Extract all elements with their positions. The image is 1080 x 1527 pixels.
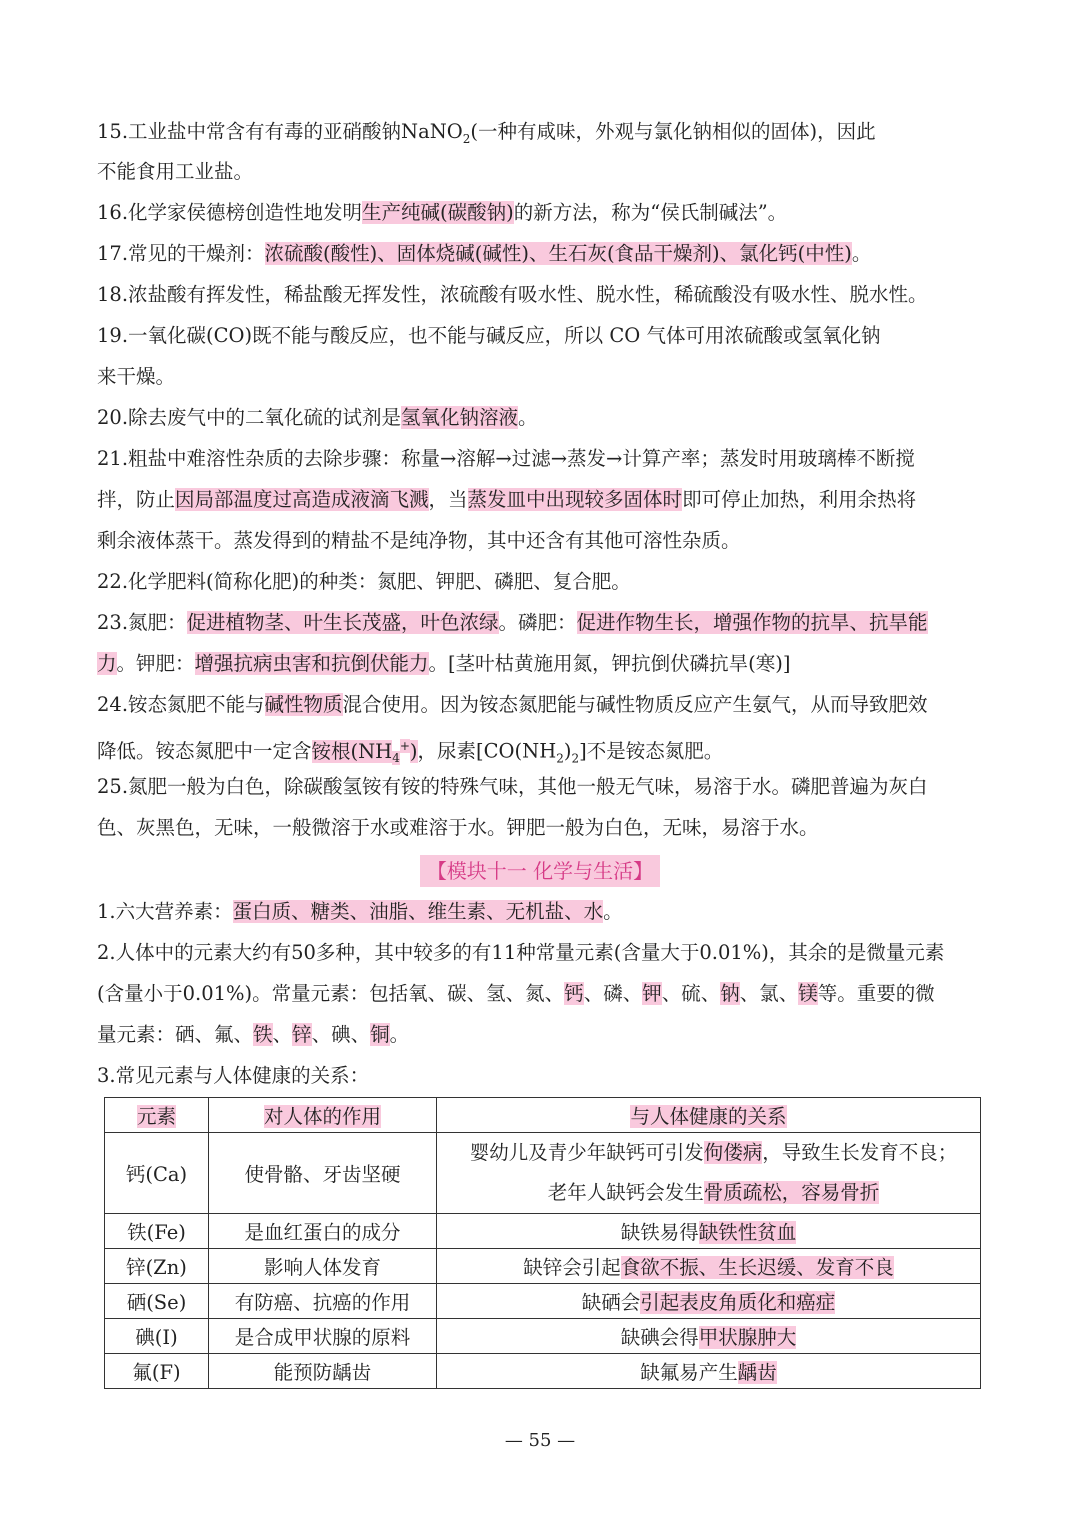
element-health-table bbox=[104, 1097, 981, 1389]
highlighted-text: 4 bbox=[392, 751, 400, 766]
text-segment: 2 bbox=[462, 131, 471, 146]
table-body bbox=[105, 1214, 981, 1389]
text-line bbox=[97, 322, 987, 350]
highlighted-text: ) bbox=[409, 739, 418, 763]
text-segment: 混合使用。因为铵态氮肥能与碱性物质反应产生氨气，从而导致肥效 bbox=[342, 693, 928, 716]
text-segment: 量元素：硒、氟、 bbox=[97, 1023, 254, 1046]
text-line bbox=[97, 568, 987, 596]
highlighted-text: 钠 bbox=[720, 982, 740, 1005]
table-header-cell bbox=[209, 1098, 437, 1133]
highlighted-text: 铜 bbox=[370, 1023, 390, 1046]
text-line bbox=[97, 199, 987, 227]
text-segment: 婴幼儿及青少年缺钙可引发 bbox=[469, 1141, 704, 1164]
text-line bbox=[97, 445, 987, 473]
text-segment: 2 bbox=[571, 751, 580, 766]
table-row bbox=[105, 1214, 981, 1249]
text-segment: 降低。铵态氮肥中一定含 bbox=[97, 739, 312, 763]
highlighted-text: 缺铁性贫血 bbox=[698, 1221, 797, 1244]
text-segment: 、磷、 bbox=[583, 982, 643, 1005]
element-cell: 碘(I) bbox=[105, 1319, 209, 1354]
text-line bbox=[97, 158, 987, 186]
text-segment: ) bbox=[563, 739, 572, 763]
highlighted-text: 龋齿 bbox=[737, 1361, 777, 1384]
text-segment: 2 bbox=[556, 751, 564, 766]
highlighted-text: 生产纯碱(碳酸钠) bbox=[362, 201, 514, 224]
text-segment: 17.常见的干燥剂： bbox=[97, 242, 265, 265]
relation-cell bbox=[437, 1133, 981, 1214]
text-segment: 。 bbox=[851, 242, 872, 265]
text-segment: 1.六大营养素： bbox=[97, 900, 233, 923]
effect-cell: 能预防龋齿 bbox=[209, 1354, 437, 1389]
element-cell: 硒(Se) bbox=[105, 1284, 209, 1319]
page-number: — 55 — bbox=[504, 1430, 576, 1451]
table-row bbox=[105, 1319, 981, 1354]
highlighted-text: 碱性物质 bbox=[264, 693, 343, 716]
text-segment: 缺氟易产生 bbox=[640, 1361, 738, 1384]
relation-line bbox=[447, 1133, 980, 1173]
text-line bbox=[97, 363, 987, 391]
text-segment: 。 bbox=[518, 406, 538, 429]
highlighted-text: 骨质疏松，容易骨折 bbox=[703, 1181, 880, 1204]
text-segment: 20.除去废气中的二氧化硫的试剂是 bbox=[97, 406, 402, 429]
text-segment: 。磷肥： bbox=[498, 611, 577, 634]
effect-cell: 影响人体发育 bbox=[209, 1249, 437, 1284]
text-segment: 。 bbox=[389, 1023, 410, 1046]
highlighted-text: 因局部温度过高造成液滴飞溅 bbox=[175, 488, 429, 511]
text-segment: 、 bbox=[272, 1023, 293, 1046]
text-segment: 3.常见元素与人体健康的关系： bbox=[97, 1064, 370, 1087]
highlighted-text: 增强抗病虫害和抗倒伏能力 bbox=[194, 652, 429, 675]
element-cell: 氟(F) bbox=[105, 1354, 209, 1389]
text-line bbox=[97, 650, 987, 678]
table-row bbox=[105, 1284, 981, 1319]
text-segment: 24.铵态氮肥不能与 bbox=[97, 693, 265, 716]
text-segment: 缺锌会引起 bbox=[523, 1256, 621, 1279]
text-segment: (一种有咸味，外观与氯化钠相似的固体)，因此 bbox=[470, 120, 876, 143]
text-segment: 16.化学家侯德榜创造性地发明 bbox=[97, 201, 363, 224]
highlighted-text: 铵根(NH bbox=[311, 739, 393, 763]
relation-cell bbox=[437, 1284, 981, 1319]
text-segment: 拌，防止 bbox=[97, 488, 176, 511]
highlighted-text: 浓硫酸(酸性)、固体烧碱(碱性)、生石灰(食品干燥剂)、氯化钙(中性) bbox=[264, 242, 852, 265]
text-segment: 、碘、 bbox=[311, 1023, 371, 1046]
highlighted-text: 铁 bbox=[253, 1023, 273, 1046]
highlighted-text: 氢氧化钠溶液 bbox=[401, 406, 519, 429]
header-label: 与人体健康的关系 bbox=[630, 1105, 787, 1128]
text-line bbox=[97, 404, 987, 432]
header-label: 元素 bbox=[136, 1105, 176, 1128]
highlighted-text: 锌 bbox=[292, 1023, 312, 1046]
relation-cell bbox=[437, 1319, 981, 1354]
element-cell: 钙(Ca) bbox=[105, 1133, 209, 1214]
header-label: 对人体的作用 bbox=[263, 1105, 381, 1128]
element-cell: 锌(Zn) bbox=[105, 1249, 209, 1284]
text-line bbox=[97, 609, 987, 637]
text-segment: ，尿素[CO(NH bbox=[417, 739, 557, 763]
relation-line bbox=[447, 1173, 980, 1213]
highlighted-text: 食欲不振、生长迟缓、发育不良 bbox=[620, 1256, 894, 1279]
highlighted-text: 促进植物茎、叶生长茂盛，叶色浓绿 bbox=[186, 611, 499, 634]
effect-cell: 是血红蛋白的成分 bbox=[209, 1214, 437, 1249]
element-cell: 铁(Fe) bbox=[105, 1214, 209, 1249]
text-line bbox=[97, 118, 987, 153]
text-segment: 21.粗盐中难溶性杂质的去除步骤：称量→溶解→过滤→蒸发→计算产率；蒸发时用玻璃棒不断搅 bbox=[97, 447, 915, 470]
table-header-cell bbox=[105, 1098, 209, 1133]
text-segment: 色、灰黑色，无味，一般微溶于水或难溶于水。钾肥一般为白色，无味，易溶于水。 bbox=[97, 816, 819, 839]
highlighted-text: 钙 bbox=[564, 982, 584, 1005]
text-line bbox=[97, 1021, 987, 1049]
text-segment: 、硫、 bbox=[661, 982, 721, 1005]
text-line bbox=[97, 527, 987, 555]
text-segment: 19.一氧化碳(CO)既不能与酸反应，也不能与碱反应，所以 CO 气体可用浓硫酸或氢氧化钠 bbox=[97, 324, 881, 347]
text-segment: 缺碘会得 bbox=[620, 1326, 699, 1349]
highlighted-text: 蒸发皿中出现较多固体时 bbox=[467, 488, 683, 511]
highlighted-text: 蛋白质、糖类、油脂、维生素、无机盐、水 bbox=[232, 900, 604, 923]
text-segment: 来干燥。 bbox=[97, 365, 176, 388]
text-segment: 。 bbox=[603, 900, 623, 923]
effect-cell: 是合成甲状腺的原料 bbox=[209, 1319, 437, 1354]
text-line bbox=[97, 486, 987, 514]
text-segment: 。钾肥： bbox=[116, 652, 195, 675]
relation-cell bbox=[437, 1249, 981, 1284]
table-header-cell bbox=[437, 1098, 981, 1133]
module-title: 【模块十一 化学与生活】 bbox=[420, 855, 660, 887]
text-segment: 。[茎叶枯黄施用氮，钾抗倒伏磷抗旱(寒)] bbox=[428, 652, 791, 675]
text-segment: 缺铁易得 bbox=[620, 1221, 699, 1244]
text-segment: 即可停止加热，利用余热将 bbox=[682, 488, 917, 511]
relation-cell bbox=[437, 1354, 981, 1389]
text-segment: 22.化学肥料(简称化肥)的种类：氮肥、钾肥、磷肥、复合肥。 bbox=[97, 570, 631, 593]
text-segment: (含量小于0.01%)。常量元素：包括氧、碳、氢、氮、 bbox=[97, 982, 565, 1005]
highlighted-text: 促进作物生长，增强作物的抗旱、抗旱能 bbox=[576, 611, 928, 634]
highlighted-text: 钾 bbox=[642, 982, 662, 1005]
text-segment: ]不是铵态氮肥。 bbox=[579, 739, 724, 763]
effect-cell: 有防癌、抗癌的作用 bbox=[209, 1284, 437, 1319]
text-segment: 23.氮肥： bbox=[97, 611, 187, 634]
text-segment: 2.人体中的元素大约有50多种，其中较多的有11种常量元素(含量大于0.01%)，其余的是微量元素 bbox=[97, 941, 945, 964]
highlighted-text: 佝偻病 bbox=[703, 1141, 763, 1164]
highlighted-text: + bbox=[399, 739, 410, 753]
text-segment: 25.氮肥一般为白色，除碳酸氢铵有铵的特殊气味，其他一般无气味，易溶于水。磷肥普遍为灰白 bbox=[97, 775, 928, 798]
highlighted-text: 甲状腺肿大 bbox=[698, 1326, 797, 1349]
text-line bbox=[97, 691, 987, 719]
text-segment: 等。重要的微 bbox=[817, 982, 935, 1005]
text-segment: 缺硒会 bbox=[581, 1291, 641, 1314]
text-line bbox=[97, 898, 987, 926]
table-row bbox=[105, 1133, 981, 1214]
text-line bbox=[97, 1062, 987, 1090]
text-segment: 剩余液体蒸干。蒸发得到的精盐不是纯净物，其中还含有其他可溶性杂质。 bbox=[97, 529, 741, 552]
table-row bbox=[105, 1249, 981, 1284]
effect-cell: 使骨骼、牙齿坚硬 bbox=[209, 1133, 437, 1214]
text-segment: 、氯、 bbox=[739, 982, 799, 1005]
relation-cell bbox=[437, 1214, 981, 1249]
text-segment: 18.浓盐酸有挥发性，稀盐酸无挥发性，浓硫酸有吸水性、脱水性，稀硫酸没有吸水性、脱水性。 bbox=[97, 283, 928, 306]
text-line bbox=[97, 732, 987, 772]
text-segment: ，导致生长发育不良； bbox=[762, 1141, 958, 1164]
text-line bbox=[97, 814, 987, 842]
highlighted-text: 力 bbox=[97, 652, 117, 675]
text-line bbox=[97, 939, 987, 967]
text-line bbox=[97, 240, 987, 268]
highlighted-text: 镁 bbox=[798, 982, 818, 1005]
highlighted-text: 引起表皮角质化和癌症 bbox=[640, 1291, 836, 1314]
text-segment: ，当 bbox=[428, 488, 468, 511]
text-line bbox=[97, 281, 987, 309]
table-header-row bbox=[105, 1098, 981, 1133]
text-segment: 15.工业盐中常含有有毒的亚硝酸钠NaNO bbox=[97, 120, 463, 143]
table-row bbox=[105, 1354, 981, 1389]
text-segment: 老年人缺钙会发生 bbox=[547, 1181, 704, 1204]
text-segment: 的新方法，称为“侯氏制碱法”。 bbox=[513, 201, 788, 224]
text-line bbox=[97, 773, 987, 801]
text-segment: 不能食用工业盐。 bbox=[97, 160, 254, 183]
text-line bbox=[97, 980, 987, 1008]
